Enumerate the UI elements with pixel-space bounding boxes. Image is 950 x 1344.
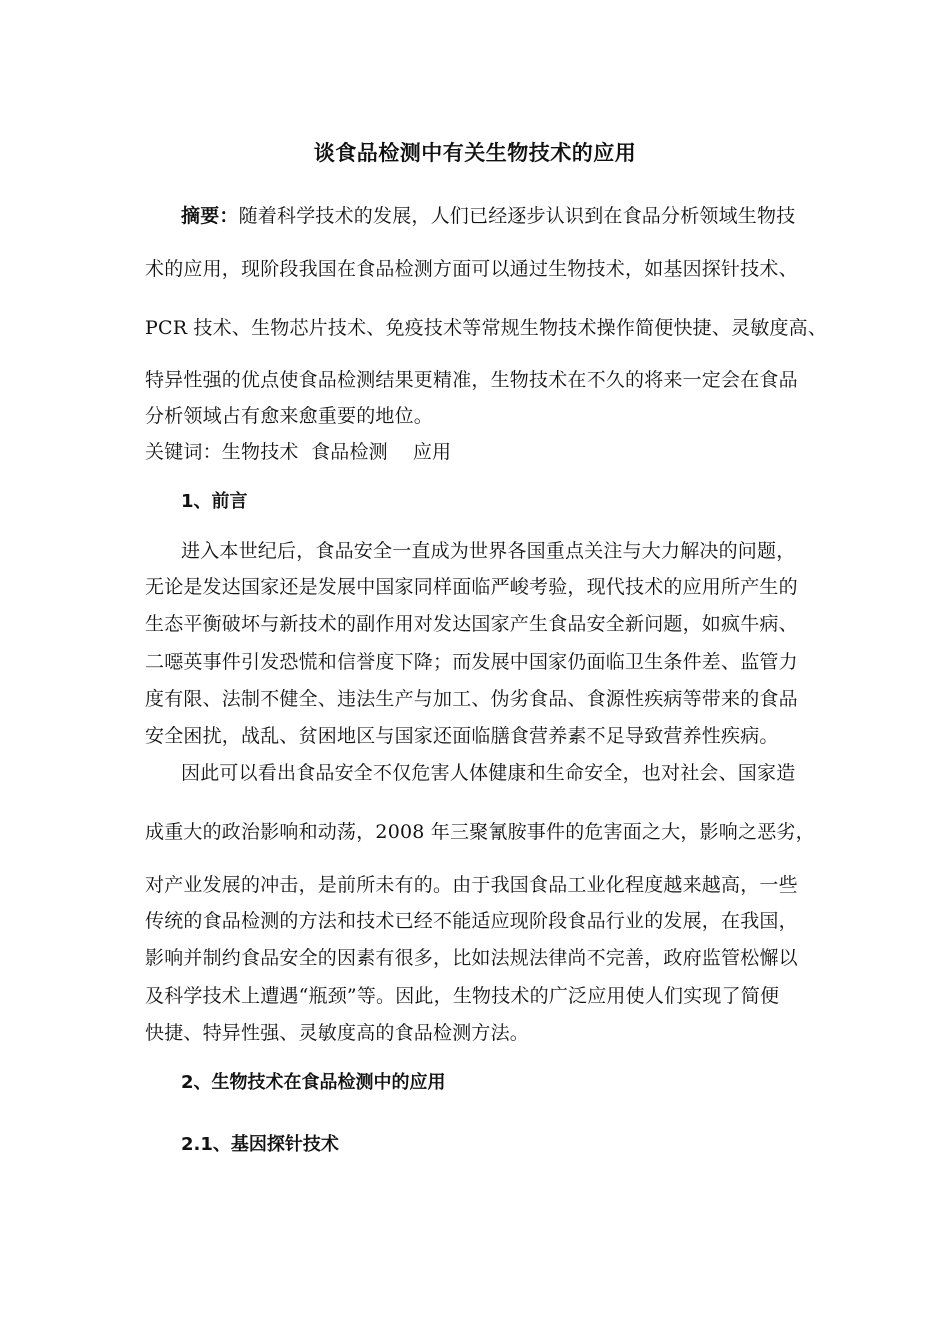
abstract-line-1: 随着科学技术的发展，人们已经逐步认识到在食品分析领域生物技 <box>238 205 796 227</box>
paragraph-line: 成重大的政治影响和动荡，2008 年三聚氰胺事件的危害面之大，影响之恶劣， <box>145 821 815 843</box>
abstract-line-4: 特异性强的优点使食品检测结果更精准，生物技术在不久的将来一定会在食品 <box>145 369 798 391</box>
abstract-line-5: 分析领域占有愈来愈重要的地位。 <box>145 405 434 427</box>
abstract-line-3: PCR 技术、生物芯片技术、免疫技术等常规生物技术操作简便快捷、灵敏度高、 <box>145 317 828 339</box>
subsection-heading-gene-probe: 2.1、基因探针技术 <box>181 1134 339 1155</box>
paragraph-line: 度有限、法制不健全、违法生产与加工、伪劣食品、食源性疾病等带来的食品 <box>145 688 798 710</box>
keywords: 关键词：生物技术 食品检测 应用 <box>145 441 452 463</box>
paragraph-line: 对产业发展的冲击，是前所未有的。由于我国食品工业化程度越来越高，一些 <box>145 874 798 896</box>
abstract-label: 摘要： <box>181 205 239 227</box>
document-title: 谈食品检测中有关生物技术的应用 <box>313 141 637 165</box>
abstract-first-line <box>181 204 795 228</box>
section-heading-applications: 2、生物技术在食品检测中的应用 <box>181 1072 446 1093</box>
paragraph-line: 进入本世纪后，食品安全一直成为世界各国重点关注与大力解决的问题， <box>181 540 796 562</box>
paragraph-line: 安全困扰，战乱、贫困地区与国家还面临膳食营养素不足导致营养性疾病。 <box>145 725 779 747</box>
section-heading-introduction: 1、前言 <box>181 491 248 512</box>
paragraph-line: 影响并制约食品安全的因素有很多，比如法规法律尚不完善，政府监管松懈以 <box>145 947 798 969</box>
paragraph-line: 二噁英事件引发恐慌和信誉度下降；而发展中国家仍面临卫生条件差、监管力 <box>145 651 798 673</box>
paragraph-line: 因此可以看出食品安全不仅危害人体健康和生命安全，也对社会、国家造 <box>181 762 796 784</box>
paragraph-line: 及科学技术上遭遇“瓶颈”等。因此，生物技术的广泛应用使人们实现了简便 <box>145 985 780 1007</box>
paragraph-line: 生态平衡破坏与新技术的副作用对发达国家产生食品安全新问题，如疯牛病、 <box>145 613 798 635</box>
paragraph-line: 传统的食品检测的方法和技术已经不能适应现阶段食品行业的发展，在我国， <box>145 910 798 932</box>
abstract-line-2: 术的应用，现阶段我国在食品检测方面可以通过生物技术，如基因探针技术、 <box>145 258 798 280</box>
paragraph-line: 无论是发达国家还是发展中国家同样面临严峻考验，现代技术的应用所产生的 <box>145 576 798 598</box>
paragraph-line: 快捷、特异性强、灵敏度高的食品检测方法。 <box>145 1022 530 1044</box>
